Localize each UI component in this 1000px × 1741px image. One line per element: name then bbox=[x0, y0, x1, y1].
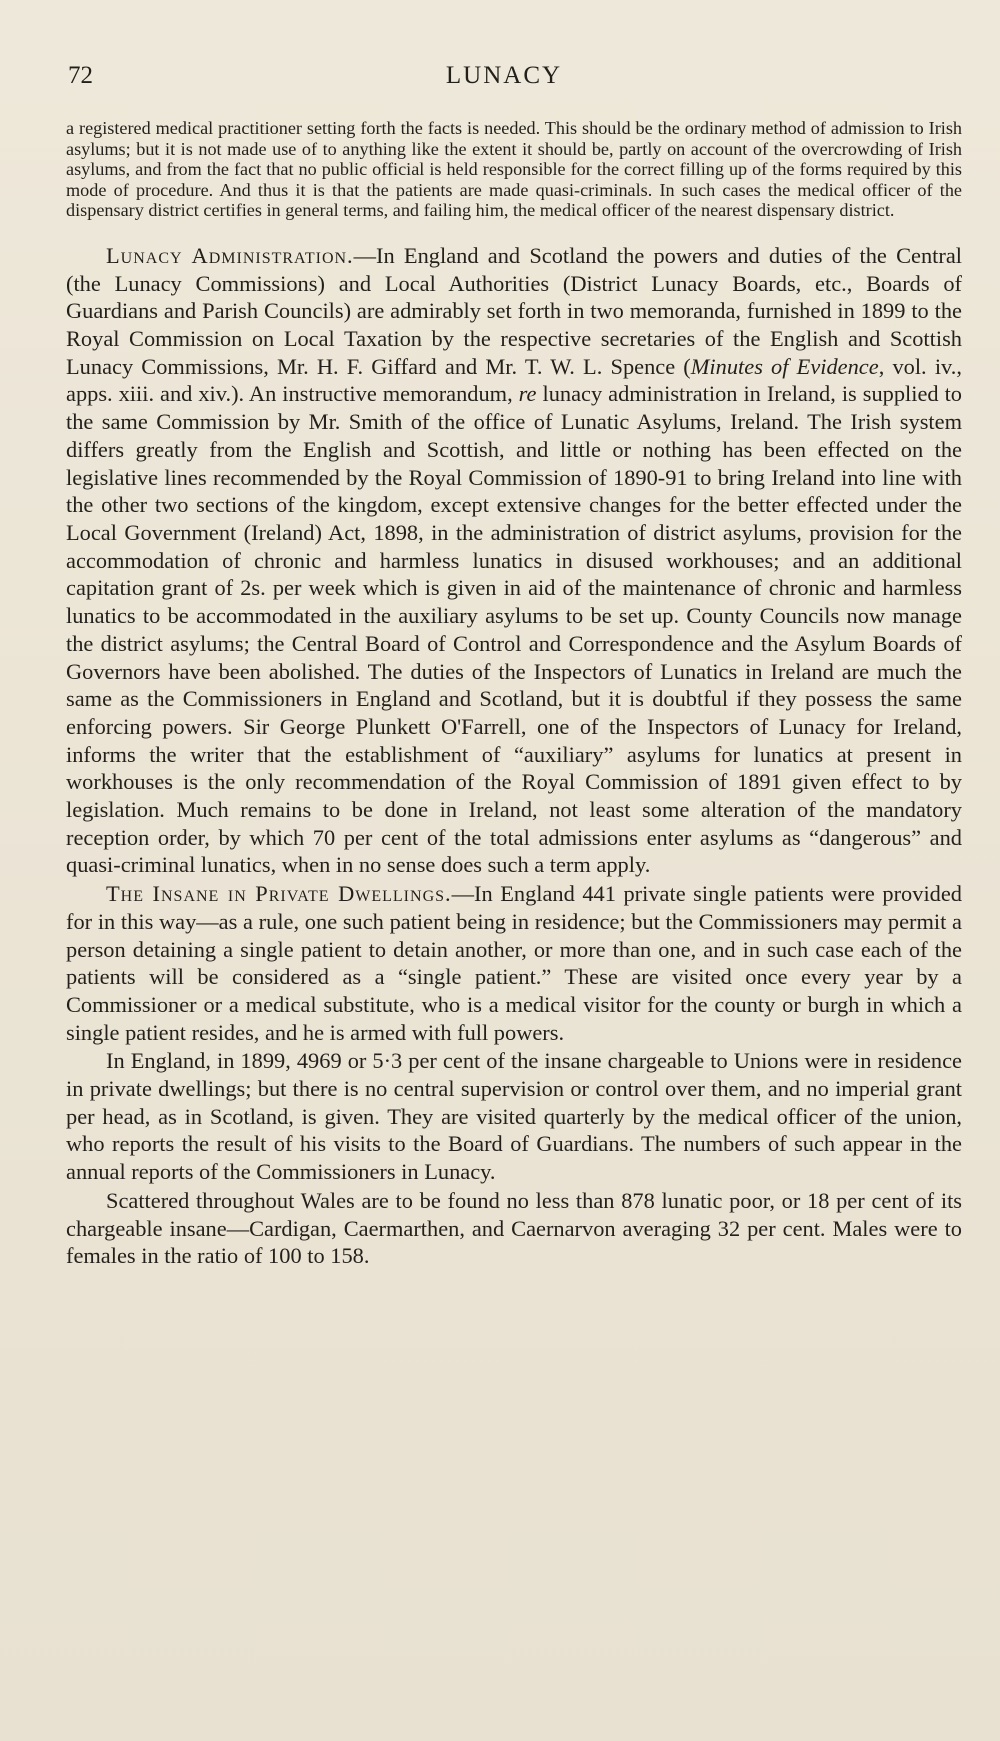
italic-title: Minutes of Evidence bbox=[690, 353, 879, 379]
page-number: 72 bbox=[68, 62, 93, 89]
italic-word: re bbox=[518, 381, 537, 407]
paragraph-lunacy-administration bbox=[66, 242, 962, 879]
paragraph-text: Scattered throughout Wales are to be found no less than 878 lunatic poor, or 18 per cent of its chargeable insane—Cardigan, Caermarthen, and Caernarvon averaging 32 per cent. Males were to females in the ratio of 100 to 158. bbox=[66, 1187, 962, 1269]
paragraph-text: lunacy administration in Ireland, is supplied to the same Commission by Mr. Smith of the office of Lunatic Asylums, Ireland. The Irish system differs greatly from the English and Scottish, and little or nothing has been effected on the legislative lines recommended by the Royal Commission of 1890-91 to bring Ireland into line with the other two sections of the kingdom, except extensive changes for the better effected under the Local Government (Ireland) Act, 1898, in the administration of district asylums, provision for the accommodation of chronic and harmless lunatics in disused workhouses; and an additional capitation grant of 2s. per week which is given in aid of the maintenance of chronic and harmless lunatics to be accommodated in the auxiliary asylums to be set up. County Councils now manage the district asylums; the Central Board of Control and Correspondence and the Asylum Boards of Governors have been abolished. The duties of the Inspectors of Lunatics in Ireland are much the same as the Commissioners in England and Scotland, but it is doubtful if they possess the same enforcing powers. Sir George Plunkett O'Farrell, one of the Inspectors of Lunacy for Ireland, informs the writer that the establishment of “auxiliary” asylums for lunatics at present in workhouses is the only recommendation of the Royal Commission of 1891 given effect to by legislation. Much remains to be done in Ireland, not least some alteration of the mandatory reception order, by which 70 per cent of the total admissions enter asylums as “dangerous” and quasi-criminal lunatics, when in no sense does such a term apply. bbox=[66, 381, 962, 878]
paragraph-private-dwellings bbox=[66, 880, 962, 1046]
paragraph-text: In England, in 1899, 4969 or 5·3 per cent of the insane chargeable to Unions were in residence in private dwellings; but there is no central supervision or control over them, and no imperial grant per head, as in Scotland, is given. They are visited quarterly by the medical officer of the union, who reports the result of his visits to the Board of Guardians. The numbers of such appear in the annual reports of the Commissioners in Lunacy. bbox=[66, 1048, 962, 1185]
paragraph-text: a registered medical practitioner setting forth the facts is needed. This should be the ordinary method of admission to Irish asylums; but it is not made use of to anything like the extent it should be, partly on account of the overcrowding of Irish asylums, and from the fact that no public official is held responsible for the correct filling up of the forms required by this mode of procedure. And thus it is that the patients are made quasi-criminals. In such cases the medical officer of the dispensary district certifies in general terms, and failing him, the medical officer of the nearest dispensary district. bbox=[66, 118, 962, 221]
paragraph-text: , vol. iv., apps. xiii. and xiv.). An instructive memorandum, bbox=[66, 353, 962, 407]
page-body bbox=[66, 118, 962, 1270]
paragraph-text: —In England 441 private single patients were provided for in this way—as a rule, one such patient being in residence; but the Commissioners may permit a person detaining a single patient to detain another, or more than one, and in such case each of the patients will be considered as a “single patient.” These are visited once every year by a Commissioner or a medical substitute, who is a medical visitor for the county or burgh in which a single patient resides, and he is armed with full powers. bbox=[66, 881, 962, 1045]
section-heading: The Insane in Private Dwellings. bbox=[106, 881, 452, 907]
page-header bbox=[68, 62, 940, 92]
section-heading: Lunacy Administration. bbox=[106, 242, 354, 268]
paragraph-continuation bbox=[66, 118, 962, 221]
running-title: LUNACY bbox=[445, 62, 563, 89]
paragraph-wales bbox=[66, 1187, 962, 1270]
paragraph-england-1899 bbox=[66, 1047, 962, 1186]
paragraph-text: —In England and Scotland the powers and duties of the Central (the Lunacy Commissions) and Local Authorities (District Lunacy Boards, etc., Boards of Guardians and Parish Councils) are admirably set forth in two memoranda, furnished in 1899 to the Royal Commission on Local Taxation by the respective secretaries of the English and Scottish Lunacy Commissions, Mr. H. F. Giffard and Mr. T. W. L. Spence ( bbox=[66, 242, 962, 379]
